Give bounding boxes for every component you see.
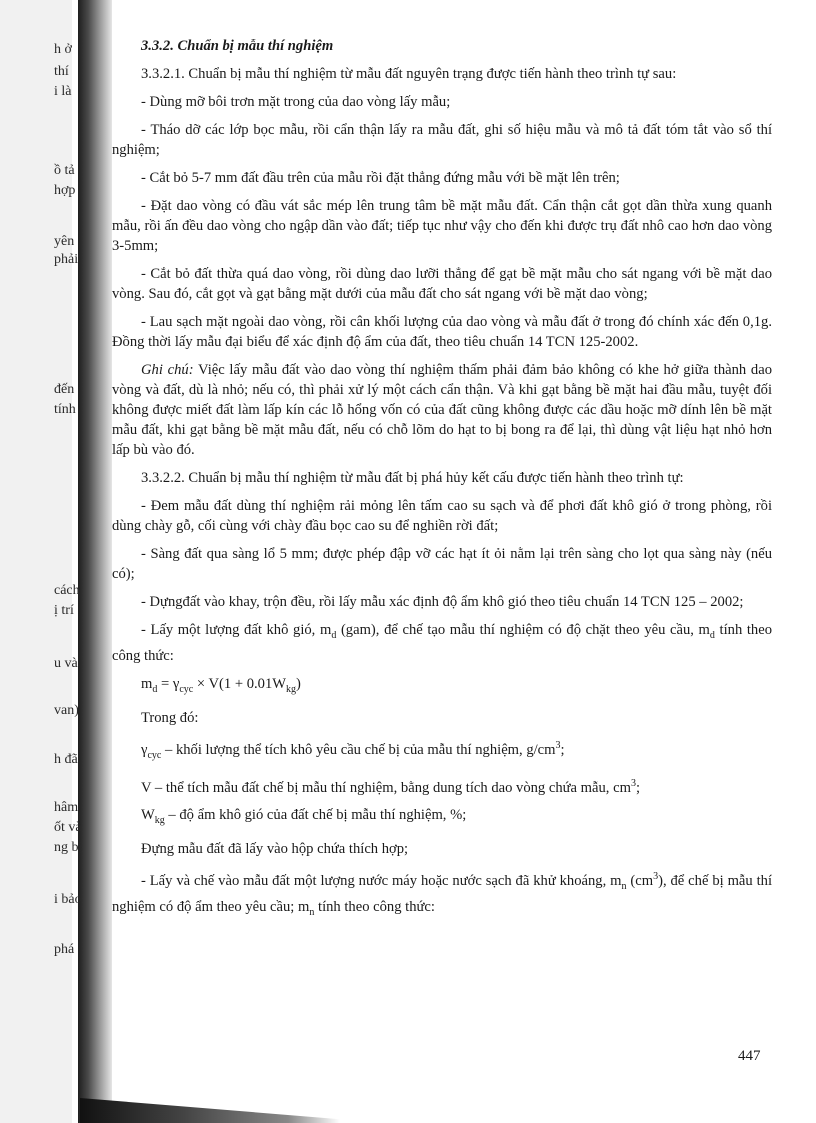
margin-fragment: thí [54,64,69,79]
page-curl-shadow [80,1098,340,1123]
paragraph: - Lấy một lượng đất khô gió, $m_d$ (gam), để chế tạo mẫu thí nghiệm có độ chặt theo yêu cầu, $m_d$ tính theo công thức: [112,622,772,664]
paragraph: - Đem mẫu đất dùng thí nghiệm rải mỏng lên tấm cao su sạch và để phơi đất khô gió ở trong phòng, rồi dùng chày gỗ, cối cùng với chày đầu bọc cao su để nghiền rời đất; [112,498,772,534]
margin-fragment: đến [54,382,75,397]
paragraph: - Cắt bỏ đất thừa quá dao vòng, rồi dùng dao lưỡi thẳng để gạt bề mặt mẫu cho sát ngang với bề mặt dao vòng. Sau đó, cắt gọt và gạt bằng mặt dưới của mẫu đất cho sát ngang với bề mặt dao vòng; [112,266,772,302]
margin-fragment: i là [54,84,72,99]
paragraph: - Cắt bỏ 5-7 mm đất đầu trên của mẫu rồi đặt thẳng đứng mẫu với bề mặt lên trên; [141,170,620,186]
margin-fragment: ồ tả [54,163,75,178]
margin-fragment: van) [54,703,79,718]
margin-fragment: h ở [54,42,72,57]
margin-fragment: hợp [54,183,76,198]
margin-fragment: h đã [54,752,78,767]
margin-fragment: ốt và [54,820,82,835]
paragraph: Đựng mẫu đất đã lấy vào hộp chứa thích hợp; [141,841,409,858]
paragraph: - Dùng mỡ bôi trơn mặt trong của dao vòng lấy mẫu; [141,94,451,110]
definition: $W_{kg}$ – độ ẩm khô gió của đất chế bị mẫu thí nghiệm, %; [141,807,467,827]
book-gutter-shadow [78,0,112,1123]
note-text: Việc lấy mẫu đất vào dao vòng thí nghiệm thấm phải đảm bảo không có khe hở giữa thành dao vòng và đất, dù là nhỏ; nếu có, thì phải xử lý một cách cẩn thận. Và khi gạt bằng bề mặt hai đầu mẫu, tuyệt đối không được miết đất làm lấp kín các lỗ hổng vốn có của đất cũng không được các dầu hoặc mỡ dính lên bề mặt mẫu đất, khi gạt bằng bề mặt mẫu đất, nếu có chỗ lõm do hạt to bị bong ra để lại, thì dùng vật liệu hạt nhỏ hơn lấp bù vào đó. [112,362,772,458]
margin-fragment: yên [54,234,75,249]
paragraph: - Tháo dỡ các lớp bọc mẫu, rồi cẩn thận lấy ra mẫu đất, ghi số hiệu mẫu và mô tả đất tóm tắt vào sổ thí nghiệm; [112,122,772,158]
paragraph: 3.3.2.2. Chuẩn bị mẫu thí nghiệm từ mẫu đất bị phá hủy kết cấu được tiến hành theo trình tự: [141,470,684,486]
margin-fragment: tính [54,402,76,417]
definition: V – thể tích mẫu đất chế bị mẫu thí nghiệm, bằng dung tích dao vòng chứa mẫu, $cm^3$; [141,777,640,796]
paragraph: 3.3.2.1. Chuẩn bị mẫu thí nghiệm từ mẫu đất nguyên trạng được tiến hành theo trình tự sau: [141,66,677,82]
page-number: 447 [738,1048,761,1064]
paragraph: - Dựngđất vào khay, trộn đều, rồi lấy mẫu xác định độ ẩm khô gió theo tiêu chuẩn 14 TCN 125 – 2002; [141,594,744,610]
margin-fragment: phải [54,252,79,267]
margin-fragment: ng bị [54,840,83,855]
paragraph: - Sàng đất qua sàng lổ 5 mm; được phép đập vỡ các hạt ít ỏi nằm lại trên sàng cho lọt qua sàng này (nếu có); [112,546,772,582]
section-heading: 3.3.2. Chuẩn bị mẫu thí nghiệm [141,38,334,54]
margin-fragment: hâm [54,800,79,815]
formula: $m_d = \gamma_{cyc} \times V(1 + 0.01W_{kg})$ [141,675,301,695]
margin-fragment: ị trí [54,603,74,618]
paragraph: - Lau sạch mặt ngoài dao vòng, rồi cân khối lượng của dao vòng và mẫu đất ở trong đó chính xác đến 0,1g. Đồng thời lấy mẫu đại biểu để xác định độ ẩm của đất, theo tiêu chuẩn 14 TCN 125-2002. [112,314,772,350]
note-label: Ghi chú: [141,362,194,378]
note-paragraph [112,360,772,460]
definition: $\gamma_{cyc}$ – khối lượng thể tích khô yêu cầu chế bị của mẫu thí nghiệm, $g/cm^3$; [141,739,565,761]
margin-fragment: i bảo [54,892,82,907]
margin-fragment: cách [54,583,80,598]
paragraph: - Lấy và chế vào mẫu đất một lượng nước máy hoặc nước sạch đã khử khoáng, $m_n$ $(cm^3)$, để chế bị mẫu thí nghiệm có độ ẩm theo yêu cầu; $m_n$ tính theo công thức: [112,871,773,919]
paragraph: - Đặt dao vòng có đầu vát sắc mép lên trung tâm bề mặt mẫu đất. Cẩn thận cắt gọt dần thừa xung quanh mẫu, rồi ấn đều dao vòng cho ngập dần vào đất; tiếp tục như vậy cho đến khi được trụ đất nhô cao hơn dao vòng 3-5mm; [112,198,772,254]
margin-fragment: phá [54,942,75,957]
page-content [112,36,772,931]
margin-fragment: u và [54,656,78,671]
label-trong-do: Trong đó: [141,709,199,726]
